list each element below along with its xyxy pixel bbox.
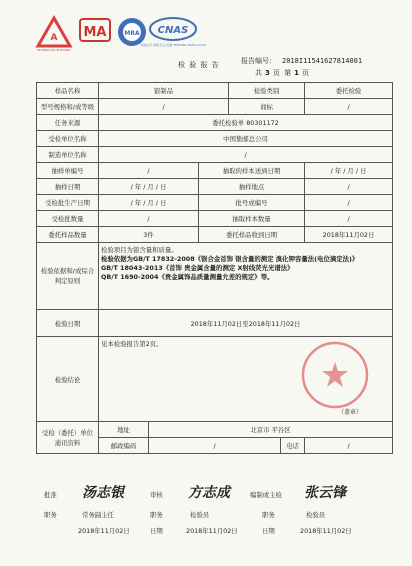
table-row (37, 99, 393, 115)
maker-value: / (99, 147, 393, 163)
basis-line: QB/T 1690-2004《贵金属饰品质量测量允差的规定》等。 (101, 273, 274, 281)
table-row (37, 131, 393, 147)
table-row (37, 179, 393, 195)
table-row (37, 195, 393, 211)
table-row (37, 310, 393, 337)
author-label: 编制或主检 (250, 491, 282, 499)
review-date: 2018年11月02日 (186, 527, 238, 535)
model-value: / (99, 99, 229, 115)
approve-signature: 汤志银 (82, 485, 124, 501)
author-date-label: 日期 (262, 527, 275, 535)
page-info (255, 68, 309, 78)
page-total-suffix: 页 (272, 69, 280, 77)
svg-text:中国认可 国际互认 检测 TESTING CNAS L273: 中国认可 国际互认 检测 TESTING CNAS L2739 (140, 43, 206, 47)
entrusted-qty-label: 委托样品数量 (37, 227, 99, 243)
zip-label: 邮政编码 (99, 438, 149, 454)
conclusion-text: 见本检验报告第2页。 (101, 340, 163, 348)
zip-value: / (149, 438, 281, 454)
batch-no-value: / (305, 195, 393, 211)
entrusted-qty-value: 3件 (99, 227, 199, 243)
test-category-value: 委托检验 (305, 83, 393, 99)
sample-name-value: 银制品 (99, 83, 229, 99)
sample-qty-value: / (305, 211, 393, 227)
approve-label: 批准 (44, 491, 57, 499)
period-label: 检验日期 (37, 310, 99, 337)
report-number-value: 2018I11541627814001 (282, 57, 363, 65)
table-row (37, 211, 393, 227)
report-number-label: 报告编号： (241, 57, 276, 65)
batch-date-label: 受检批生产日期 (37, 195, 99, 211)
address-value: 北京市 平谷区 (149, 422, 393, 438)
address-label: 地址 (99, 422, 149, 438)
report-number (241, 56, 362, 66)
page-current: 1 (294, 69, 299, 77)
cnas-logo-icon (140, 16, 206, 50)
approve-role: 常务副主任 (82, 511, 114, 519)
sampling-no-label: 抽样单编号 (37, 163, 99, 179)
basis-value (99, 243, 393, 310)
sampling-date-label: 抽样日期 (37, 179, 99, 195)
phone-value: / (305, 438, 393, 454)
period-value: 2018年11月02日至2018年11月02日 (99, 310, 393, 337)
author-role: 检验员 (306, 511, 326, 519)
brand-value: / (305, 99, 393, 115)
seal-label: （盖章） (338, 409, 363, 416)
batch-no-label: 批号或编号 (199, 195, 305, 211)
review-role-label: 职务 (150, 511, 163, 519)
sampling-place-value: / (305, 179, 393, 195)
author-signature: 张云锋 (304, 485, 346, 501)
received-date-value: 2018年11月02日 (305, 227, 393, 243)
basis-line: GB/T 18043-2013《首饰 贵金属含量的测定 X射线荧光光谱法》 (101, 264, 294, 272)
svg-text:CNAS: CNAS (157, 25, 189, 36)
sample-name-label: 样品名称 (37, 83, 99, 99)
task-value: 委托检验单 80301172 (99, 115, 393, 131)
sampling-date-value: / 年 / 月 / 日 (99, 179, 199, 195)
client-label: 受检单位名称 (37, 131, 99, 147)
sampling-no-value: / (99, 163, 199, 179)
signature-row (38, 486, 378, 506)
svg-text:ZHONGGUO ZHILIANG: ZHONGGUO ZHILIANG (37, 48, 71, 52)
model-label: 型号规格和/或等级 (37, 99, 99, 115)
table-row (37, 147, 393, 163)
contact-label: 受检（委托）单位通讯资料 (37, 422, 99, 454)
brand-label: 商标 (229, 99, 305, 115)
review-role: 检验员 (190, 511, 210, 519)
svg-text:MA: MA (83, 25, 107, 40)
page-total-prefix: 共 (255, 69, 262, 77)
review-label: 审核 (150, 491, 163, 499)
author-role-label: 职务 (262, 511, 275, 519)
cma-logo-icon (34, 16, 74, 52)
conclusion-label: 检验结论 (37, 337, 99, 422)
table-row (37, 422, 393, 438)
official-seal-icon (300, 340, 370, 410)
table-row (37, 243, 393, 310)
page-total: 3 (265, 69, 270, 77)
review-signature: 方志成 (188, 485, 230, 501)
table-row (37, 115, 393, 131)
lot-size-label: 受检批数量 (37, 211, 99, 227)
task-label: 任务来源 (37, 115, 99, 131)
received-date-label: 委托样品收到日期 (199, 227, 305, 243)
lot-size-value: / (99, 211, 199, 227)
sampling-place-label: 抽样地点 (199, 179, 305, 195)
review-date-label: 日期 (150, 527, 163, 535)
basis-line: 检验依据为GB/T 17832-2008《银合金首饰 银含量的测定 溴化钾容量法(电位滴定法)》 (101, 255, 359, 263)
date-row (38, 526, 378, 538)
table-row (37, 227, 393, 243)
phone-label: 电话 (281, 438, 305, 454)
page-title: 检 验 报 告 (178, 61, 220, 69)
page-current-suffix: 页 (301, 69, 309, 77)
svg-text:A: A (50, 33, 58, 43)
table-row (37, 83, 393, 99)
sample-qty-label: 抽取样本数量 (199, 211, 305, 227)
author-date: 2018年11月02日 (300, 527, 352, 535)
svg-text:MRA: MRA (124, 30, 140, 37)
basis-label: 检验依据和/或综合判定原则 (37, 243, 99, 310)
batch-date-value: / 年 / 月 / 日 (99, 195, 199, 211)
client-value: 中国集邮总公司 (99, 131, 393, 147)
ma-logo-icon (78, 16, 112, 46)
approve-date: 2018年11月02日 (78, 527, 130, 535)
test-category-label: 检验类别 (229, 83, 305, 99)
basis-line: 检验项目为银含量和质量。 (101, 246, 178, 254)
sample-arrival-value: / 年 / 月 / 日 (305, 163, 393, 179)
sample-arrival-label: 抽取的样本送到日期 (199, 163, 305, 179)
maker-label: 制造单位名称 (37, 147, 99, 163)
role-row (38, 510, 378, 522)
page-current-prefix: 第 (284, 69, 292, 77)
role-label: 职务 (44, 511, 57, 519)
table-row (37, 163, 393, 179)
